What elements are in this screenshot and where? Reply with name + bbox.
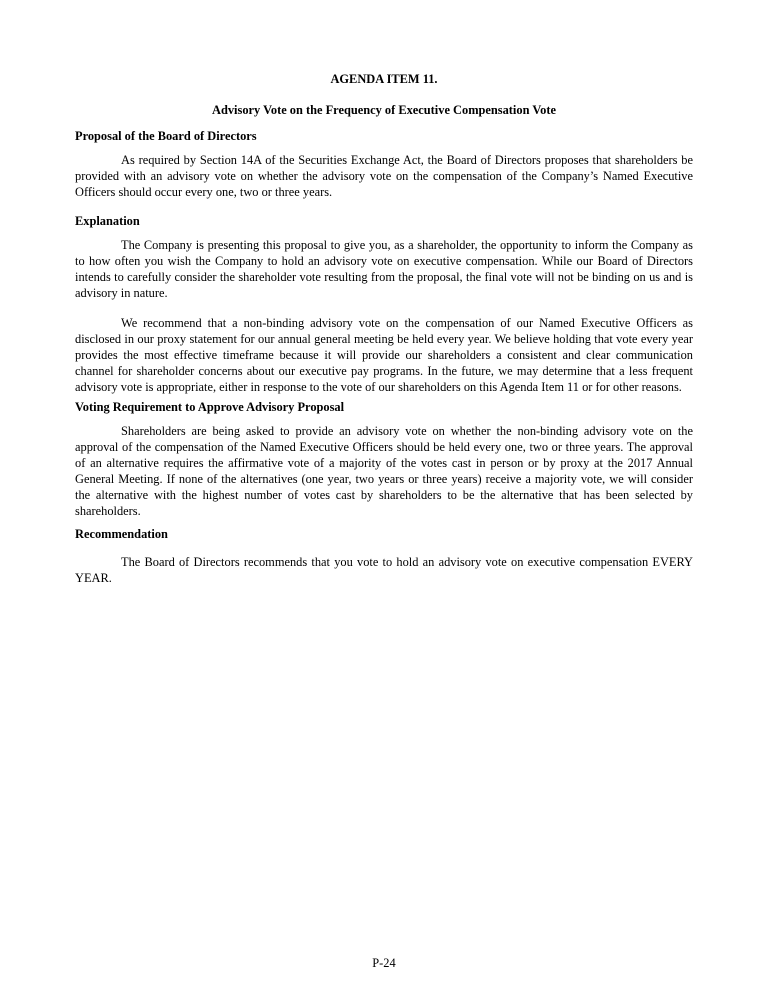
paragraph: Shareholders are being asked to provide an advisory vote on whether the non-binding advisory vote on the approval of the compensation of the Named Executive Officers should be held every one, two or three years. The approval of an alternative requires the affirmative vote of a majority of the votes cast in person or by proxy at the 2017 Annual General Meeting. If none of the alternatives (one year, two years or three years) receive a majority vote, we will consider the alternative with the highest number of votes cast by shareholders to be the alternative that has been selected by shareholders. bbox=[75, 424, 693, 518]
section-heading: Explanation bbox=[75, 214, 140, 228]
section-heading: Recommendation bbox=[75, 527, 168, 541]
section-heading: Voting Requirement to Approve Advisory Proposal bbox=[75, 400, 345, 414]
section-heading: Proposal of the Board of Directors bbox=[75, 129, 257, 143]
paragraph: The Board of Directors recommends that you vote to hold an advisory vote on executive compensation EVERY YEAR. bbox=[75, 555, 693, 585]
paragraph: The Company is presenting this proposal to give you, as a shareholder, the opportunity to inform the Company as to how often you wish the Company to hold an advisory vote on executive compensation. While our Board of Directors intends to carefully consider the shareholder vote resulting from the proposal, the final vote will not be binding on us and is advisory in nature. bbox=[75, 238, 693, 300]
paragraph: As required by Section 14A of the Securities Exchange Act, the Board of Directors proposes that shareholders be provided with an advisory vote on whether the advisory vote on the compensation of the Company’s Named Executive Officers should occur every one, two or three years. bbox=[75, 153, 693, 199]
page-number: P-24 bbox=[372, 956, 396, 970]
agenda-title: AGENDA ITEM 11. bbox=[330, 72, 438, 86]
agenda-subtitle: Advisory Vote on the Frequency of Executive Compensation Vote bbox=[212, 103, 556, 117]
paragraph: We recommend that a non-binding advisory vote on the compensation of our Named Executive Officers as disclosed in our proxy statement for our annual general meeting be held every year. We believe holding that vote every year provides the most effective timeframe because it will provide our shareholders a consistent and clear communication channel for shareholder concerns about our executive pay programs. In the future, we may determine that a less frequent advisory vote is appropriate, either in response to the vote of our shareholders on this Agenda Item 11 or for other reasons. bbox=[75, 316, 693, 394]
